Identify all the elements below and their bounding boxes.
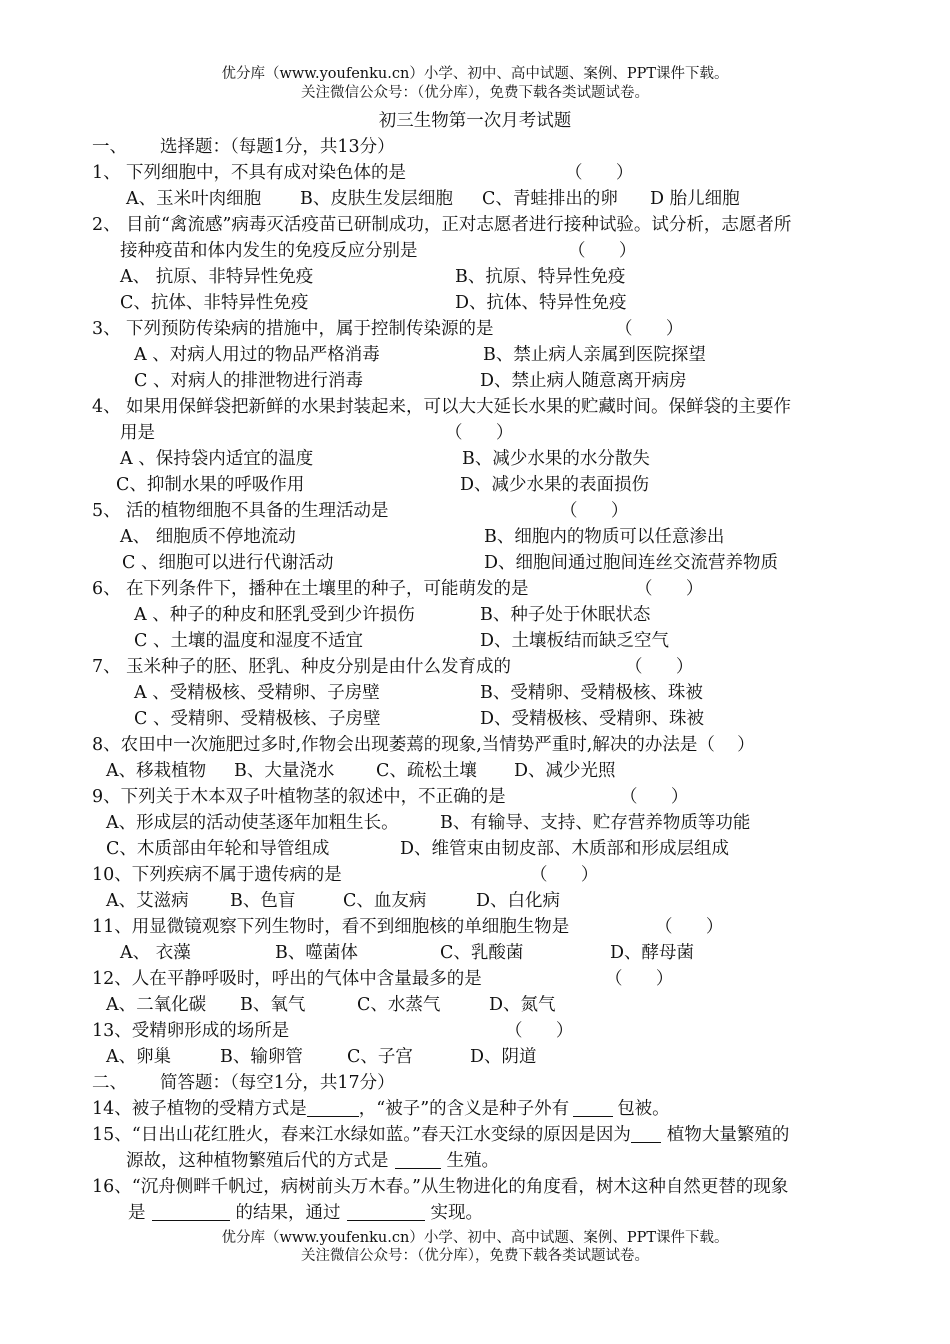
q3-option-a: A 、对病人用过的物品严格消毒 <box>134 345 380 365</box>
q1-stem: 下列细胞中，不具有成对染色体的是 <box>126 163 406 183</box>
q9-option-d: D、维管束由韧皮部、木质部和形成层组成 <box>400 839 730 859</box>
q6-stem: 在下列条件下，播种在土壤里的种子，可能萌发的是 <box>126 579 529 599</box>
q5-option-a: A、 细胞质不停地流动 <box>120 527 296 547</box>
q5-option-c: C 、细胞可以进行代谢活动 <box>122 553 334 573</box>
q16-text-4: 实现。 <box>430 1203 483 1223</box>
q6-number: 6、 <box>92 579 121 599</box>
q16-blank-1[interactable] <box>152 1202 230 1221</box>
q2-stem-2: 接种疫苗和体内发生的免疫反应分别是 <box>120 241 418 261</box>
q5-option-b: B、细胞内的物质可以任意渗出 <box>484 527 725 547</box>
q12-stem: 12、人在平静呼吸时，呼出的气体中含量最多的是 <box>92 969 482 989</box>
q9-option-a: A、形成层的活动使茎逐年加粗生长。 <box>106 813 399 833</box>
q1-option-b: B、皮肤生发层细胞 <box>300 189 453 209</box>
q2-option-c: C、抗体、非特异性免疫 <box>120 293 309 313</box>
q16-text-2: 是 <box>128 1203 146 1223</box>
header-line-1: 优分库（www.youfenku.cn）小学、初中、高中试题、案例、PPT课件下载。 <box>221 66 729 82</box>
q1-answer-paren: （ ） <box>565 163 634 183</box>
q16-line-1: 16、“沉舟侧畔千帆过，病树前头万木春。”从生物进化的角度看，树木这种自然更替的现象 <box>92 1177 789 1197</box>
q3-answer-paren: （ ） <box>615 319 684 339</box>
q2-option-d: D、抗体、特异性免疫 <box>455 293 627 313</box>
q4-number: 4、 <box>92 397 121 417</box>
q4-stem: 如果用保鲜袋把新鲜的水果封装起来，可以大大延长水果的贮藏时间。保鲜袋的主要作 <box>126 397 791 417</box>
q1-option-d: D 胎儿细胞 <box>650 189 740 209</box>
q11-answer-paren: （ ） <box>655 917 724 937</box>
q16-blank-2[interactable] <box>347 1202 425 1221</box>
q14-text-3: 包被。 <box>617 1099 670 1119</box>
q11-option-a: A、 衣藻 <box>120 943 191 963</box>
q10-option-c: C、血友病 <box>343 891 427 911</box>
q6-option-b: B、种子处于休眠状态 <box>480 605 651 625</box>
q7-option-a: A 、受精极核、受精卵、子房壁 <box>134 683 380 703</box>
q7-option-b: B、受精卵、受精极核、珠被 <box>480 683 703 703</box>
q1-option-a: A、玉米叶肉细胞 <box>126 189 262 209</box>
q15-blank-2[interactable] <box>395 1150 441 1169</box>
q13-option-b: B、输卵管 <box>220 1047 303 1067</box>
header-line-2: 关注微信公众号：（优分库），免费下载各类试题试卷。 <box>301 85 649 101</box>
q8-option-a: A、移栽植物 <box>106 761 207 781</box>
q10-stem: 10、下列疾病不属于遗传病的是 <box>92 865 342 885</box>
q5-answer-paren: （ ） <box>560 501 629 521</box>
q9-option-c: C、木质部由年轮和导管组成 <box>106 839 330 859</box>
q4-stem-2: 用是 <box>120 423 155 443</box>
q14-line <box>92 1097 670 1121</box>
q1-number: 1、 <box>92 163 121 183</box>
q7-number: 7、 <box>92 657 121 677</box>
q4-option-b: B、减少水果的水分散失 <box>462 449 650 469</box>
q12-option-d: D、氮气 <box>489 995 556 1015</box>
q13-answer-paren: （ ） <box>505 1021 574 1041</box>
q7-answer-paren: （ ） <box>625 657 694 677</box>
q3-option-d: D、禁止病人随意离开病房 <box>480 371 687 391</box>
q6-option-d: D、土壤板结而缺乏空气 <box>480 631 670 651</box>
q8-option-c: C、疏松土壤 <box>376 761 477 781</box>
q10-option-a: A、艾滋病 <box>106 891 189 911</box>
q11-option-c: C、乳酸菌 <box>440 943 524 963</box>
q10-answer-paren: （ ） <box>530 865 599 885</box>
q6-option-a: A 、种子的种皮和胚乳受到少许损伤 <box>134 605 415 625</box>
q2-option-a: A、 抗原、非特异性免疫 <box>120 267 314 287</box>
q5-stem: 活的植物细胞不具备的生理活动是 <box>126 501 389 521</box>
q12-option-a: A、二氧化碳 <box>106 995 207 1015</box>
q3-number: 3、 <box>92 319 121 339</box>
q5-option-d: D、细胞间通过胞间连丝交流营养物质 <box>484 553 779 573</box>
q16-text-3: 的结果，通过 <box>235 1203 341 1223</box>
q15-blank-1[interactable] <box>631 1124 661 1143</box>
q3-option-c: C 、对病人的排泄物进行消毒 <box>134 371 363 391</box>
q12-option-b: B、氧气 <box>240 995 306 1015</box>
q6-option-c: C 、土壤的温度和湿度不适宜 <box>134 631 363 651</box>
q15-text-2: 植物大量繁殖的 <box>666 1125 790 1145</box>
q16-line-2 <box>128 1201 483 1225</box>
section-two-title: 简答题：（每空1分，共17分） <box>160 1073 395 1093</box>
q15-text-3: 源故，这种植物繁殖后代的方式是 <box>126 1151 389 1171</box>
section-one-title: 选择题：（每题1分，共13分） <box>160 137 395 157</box>
q1-option-c: C、青蛙排出的卵 <box>482 189 618 209</box>
q13-option-a: A、卵巢 <box>106 1047 172 1067</box>
q15-text-1: 15、“日出山花红胜火，春来江水绿如蓝。”春天江水变绿的原因是因为 <box>92 1125 631 1145</box>
q15-line-2 <box>126 1149 499 1173</box>
q14-text-2: ，“被子”的含义是种子外有 <box>358 1099 570 1119</box>
q13-stem: 13、受精卵形成的场所是 <box>92 1021 290 1041</box>
footer-line-2: 关注微信公众号：（优分库），免费下载各类试题试卷。 <box>301 1248 649 1264</box>
q7-option-d: D、受精极核、受精卵、珠被 <box>480 709 705 729</box>
q13-option-c: C、子宫 <box>347 1047 413 1067</box>
q4-option-d: D、减少水果的表面损伤 <box>460 475 650 495</box>
q14-text-1: 14、被子植物的受精方式是 <box>92 1099 307 1119</box>
q12-answer-paren: （ ） <box>605 969 674 989</box>
q9-answer-paren: （ ） <box>620 787 689 807</box>
q7-option-c: C 、受精卵、受精极核、子房壁 <box>134 709 381 729</box>
footer-line-1: 优分库（www.youfenku.cn）小学、初中、高中试题、案例、PPT课件下载。 <box>221 1230 729 1246</box>
section-two-number: 二、 <box>92 1073 127 1093</box>
q8-option-d: D、减少光照 <box>514 761 616 781</box>
q10-option-b: B、色盲 <box>230 891 296 911</box>
q14-blank-2[interactable] <box>573 1098 613 1117</box>
q14-blank-1[interactable] <box>307 1098 359 1117</box>
q2-number: 2、 <box>92 215 121 235</box>
q9-stem: 9、下列关于木本双子叶植物茎的叙述中，不正确的是 <box>92 787 506 807</box>
q4-answer-paren: （ ） <box>445 423 514 443</box>
q13-option-d: D、阴道 <box>470 1047 537 1067</box>
q12-option-c: C、水蒸气 <box>357 995 441 1015</box>
q2-answer-paren: （ ） <box>568 241 637 261</box>
q10-option-d: D、白化病 <box>476 891 561 911</box>
q11-option-d: D、酵母菌 <box>610 943 695 963</box>
q7-stem: 玉米种子的胚、胚乳、种皮分别是由什么发育成的 <box>126 657 511 677</box>
q3-stem: 下列预防传染病的措施中，属于控制传染源的是 <box>126 319 494 339</box>
q11-option-b: B、噬菌体 <box>275 943 358 963</box>
q3-option-b: B、禁止病人亲属到医院探望 <box>483 345 706 365</box>
q6-answer-paren: （ ） <box>635 579 704 599</box>
q11-stem: 11、用显微镜观察下列生物时，看不到细胞核的单细胞生物是 <box>92 917 570 937</box>
q15-text-4: 生殖。 <box>446 1151 499 1171</box>
q15-line-1 <box>92 1123 789 1147</box>
q8-option-b: B、大量浇水 <box>234 761 335 781</box>
q2-stem: 目前“禽流感”病毒灭活疫苗已研制成功，正对志愿者进行接种试验。试分析，志愿者所 <box>126 215 792 235</box>
q4-option-a: A 、保持袋内适宜的温度 <box>120 449 314 469</box>
page-title: 初三生物第一次月考试题 <box>378 111 572 131</box>
q2-option-b: B、抗原、特异性免疫 <box>455 267 626 287</box>
q9-option-b: B、有输导、支持、贮存营养物质等功能 <box>440 813 751 833</box>
section-one-number: 一、 <box>92 137 127 157</box>
q5-number: 5、 <box>92 501 121 521</box>
q4-option-c: C、抑制水果的呼吸作用 <box>116 475 305 495</box>
q8-stem: 8、农田中一次施肥过多时,作物会出现萎蔫的现象,当情势严重时,解决的办法是（ ） <box>92 735 755 755</box>
